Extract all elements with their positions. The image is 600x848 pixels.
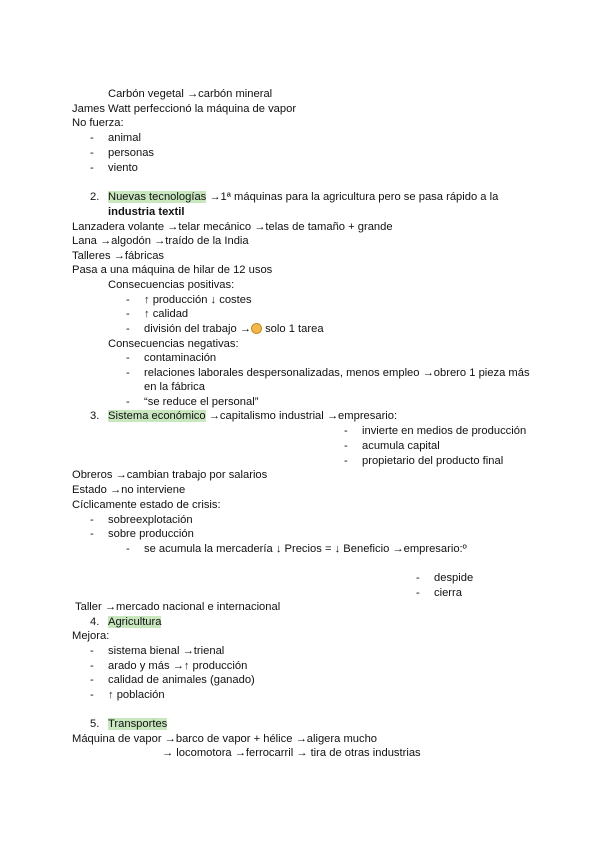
bullet-dash: -: [90, 514, 94, 526]
list-item: sobreexplotación: [108, 514, 193, 526]
bullet-dash: -: [344, 455, 348, 467]
list-item: ↑ calidad: [144, 308, 189, 320]
bullet-dash: -: [90, 528, 94, 540]
text-line: Lanzadera volante →telar mecánico →telas de tamaño + grande: [72, 221, 393, 233]
text-line: → locomotora →ferrocarril → tira de otras industrias: [162, 747, 421, 759]
section-heading-line: [108, 717, 167, 731]
bullet-dash: -: [90, 660, 94, 672]
bullet-dash: -: [126, 294, 130, 306]
section-number: 2.: [90, 191, 100, 203]
text-line: Obreros →cambian trabajo por salarios: [72, 469, 268, 481]
text-line: James Watt perfeccionó la máquina de vapor: [72, 103, 297, 115]
bullet-dash: -: [90, 689, 94, 701]
list-item: arado y más →↑ producción: [108, 660, 248, 672]
bold-text: industria textil: [108, 206, 185, 218]
text-line: Carbón vegetal →carbón mineral: [108, 88, 273, 100]
list-item: relaciones laborales despersonalizadas, menos empleo →obrero 1 pieza más: [144, 367, 530, 379]
list-item-text: división del trabajo →: [144, 323, 251, 335]
bullet-dash: -: [90, 132, 94, 144]
list-item: calidad de animales (ganado): [108, 674, 255, 686]
text-line: Taller →mercado nacional e internacional: [75, 601, 281, 613]
text-line: Consecuencias positivas:: [108, 279, 235, 291]
list-item: cierra: [434, 587, 462, 599]
bullet-dash: -: [416, 587, 420, 599]
bullet-dash: -: [90, 162, 94, 174]
section-heading: Transportes: [108, 718, 168, 730]
list-item: propietario del producto final: [362, 455, 504, 467]
bullet-dash: -: [126, 396, 130, 408]
bullet-dash: -: [126, 308, 130, 320]
text-line: Estado →no interviene: [72, 484, 186, 496]
list-item-text: solo 1 tarea: [261, 323, 324, 335]
text-line: Talleres →fábricas: [72, 250, 165, 262]
section-heading: Sistema económico: [108, 410, 206, 422]
list-item-continuation: en la fábrica: [144, 381, 205, 393]
heading-rest: →capitalismo industrial →empresario:: [205, 410, 398, 422]
section-number: 5.: [90, 718, 100, 730]
list-item: se acumula la mercadería ↓ Precios = ↓ Beneficio →empresario:º: [144, 543, 467, 555]
bullet-dash: -: [126, 543, 130, 555]
text-line: Cíclicamente estado de crisis:: [72, 499, 221, 511]
bullet-dash: -: [90, 147, 94, 159]
list-item: contaminación: [144, 352, 217, 364]
list-item: sobre producción: [108, 528, 194, 540]
list-item: sistema bienal →trienal: [108, 645, 225, 657]
list-item: “se reduce el personal”: [144, 396, 259, 408]
bullet-dash: -: [90, 645, 94, 657]
section-number: 4.: [90, 616, 100, 628]
bullet-dash: -: [416, 572, 420, 584]
worker-emoji-icon: [251, 323, 262, 334]
section-heading-line: [108, 615, 161, 629]
list-item: viento: [108, 162, 138, 174]
list-item: [144, 322, 324, 336]
bullet-dash: -: [344, 440, 348, 452]
text-line: Mejora:: [72, 630, 110, 642]
list-item: ↑ producción ↓ costes: [144, 294, 252, 306]
section-heading-line: [108, 409, 397, 423]
bullet-dash: -: [126, 352, 130, 364]
bullet-dash: -: [126, 323, 130, 335]
text-line: Pasa a una máquina de hilar de 12 usos: [72, 264, 273, 276]
section-number: 3.: [90, 410, 100, 422]
bullet-dash: -: [90, 674, 94, 686]
section-heading: Agricultura: [108, 616, 162, 628]
text-line: Máquina de vapor →barco de vapor + hélice →aligera mucho: [72, 733, 378, 745]
list-item: despide: [434, 572, 474, 584]
bullet-dash: -: [344, 425, 348, 437]
list-item: ↑ población: [108, 689, 165, 701]
section-heading-line: [108, 190, 498, 204]
bullet-dash: -: [126, 367, 130, 379]
list-item: animal: [108, 132, 141, 144]
list-item: invierte en medios de producción: [362, 425, 527, 437]
section-heading: Nuevas tecnologías: [108, 191, 207, 203]
text-line: No fuerza:: [72, 117, 124, 129]
text-line: Lana →algodón →traído de la India: [72, 235, 249, 247]
heading-rest: →1ª máquinas para la agricultura pero se pasa rápido a la: [206, 191, 499, 203]
list-item: personas: [108, 147, 155, 159]
text-line: Consecuencias negativas:: [108, 338, 239, 350]
list-item: acumula capital: [362, 440, 440, 452]
